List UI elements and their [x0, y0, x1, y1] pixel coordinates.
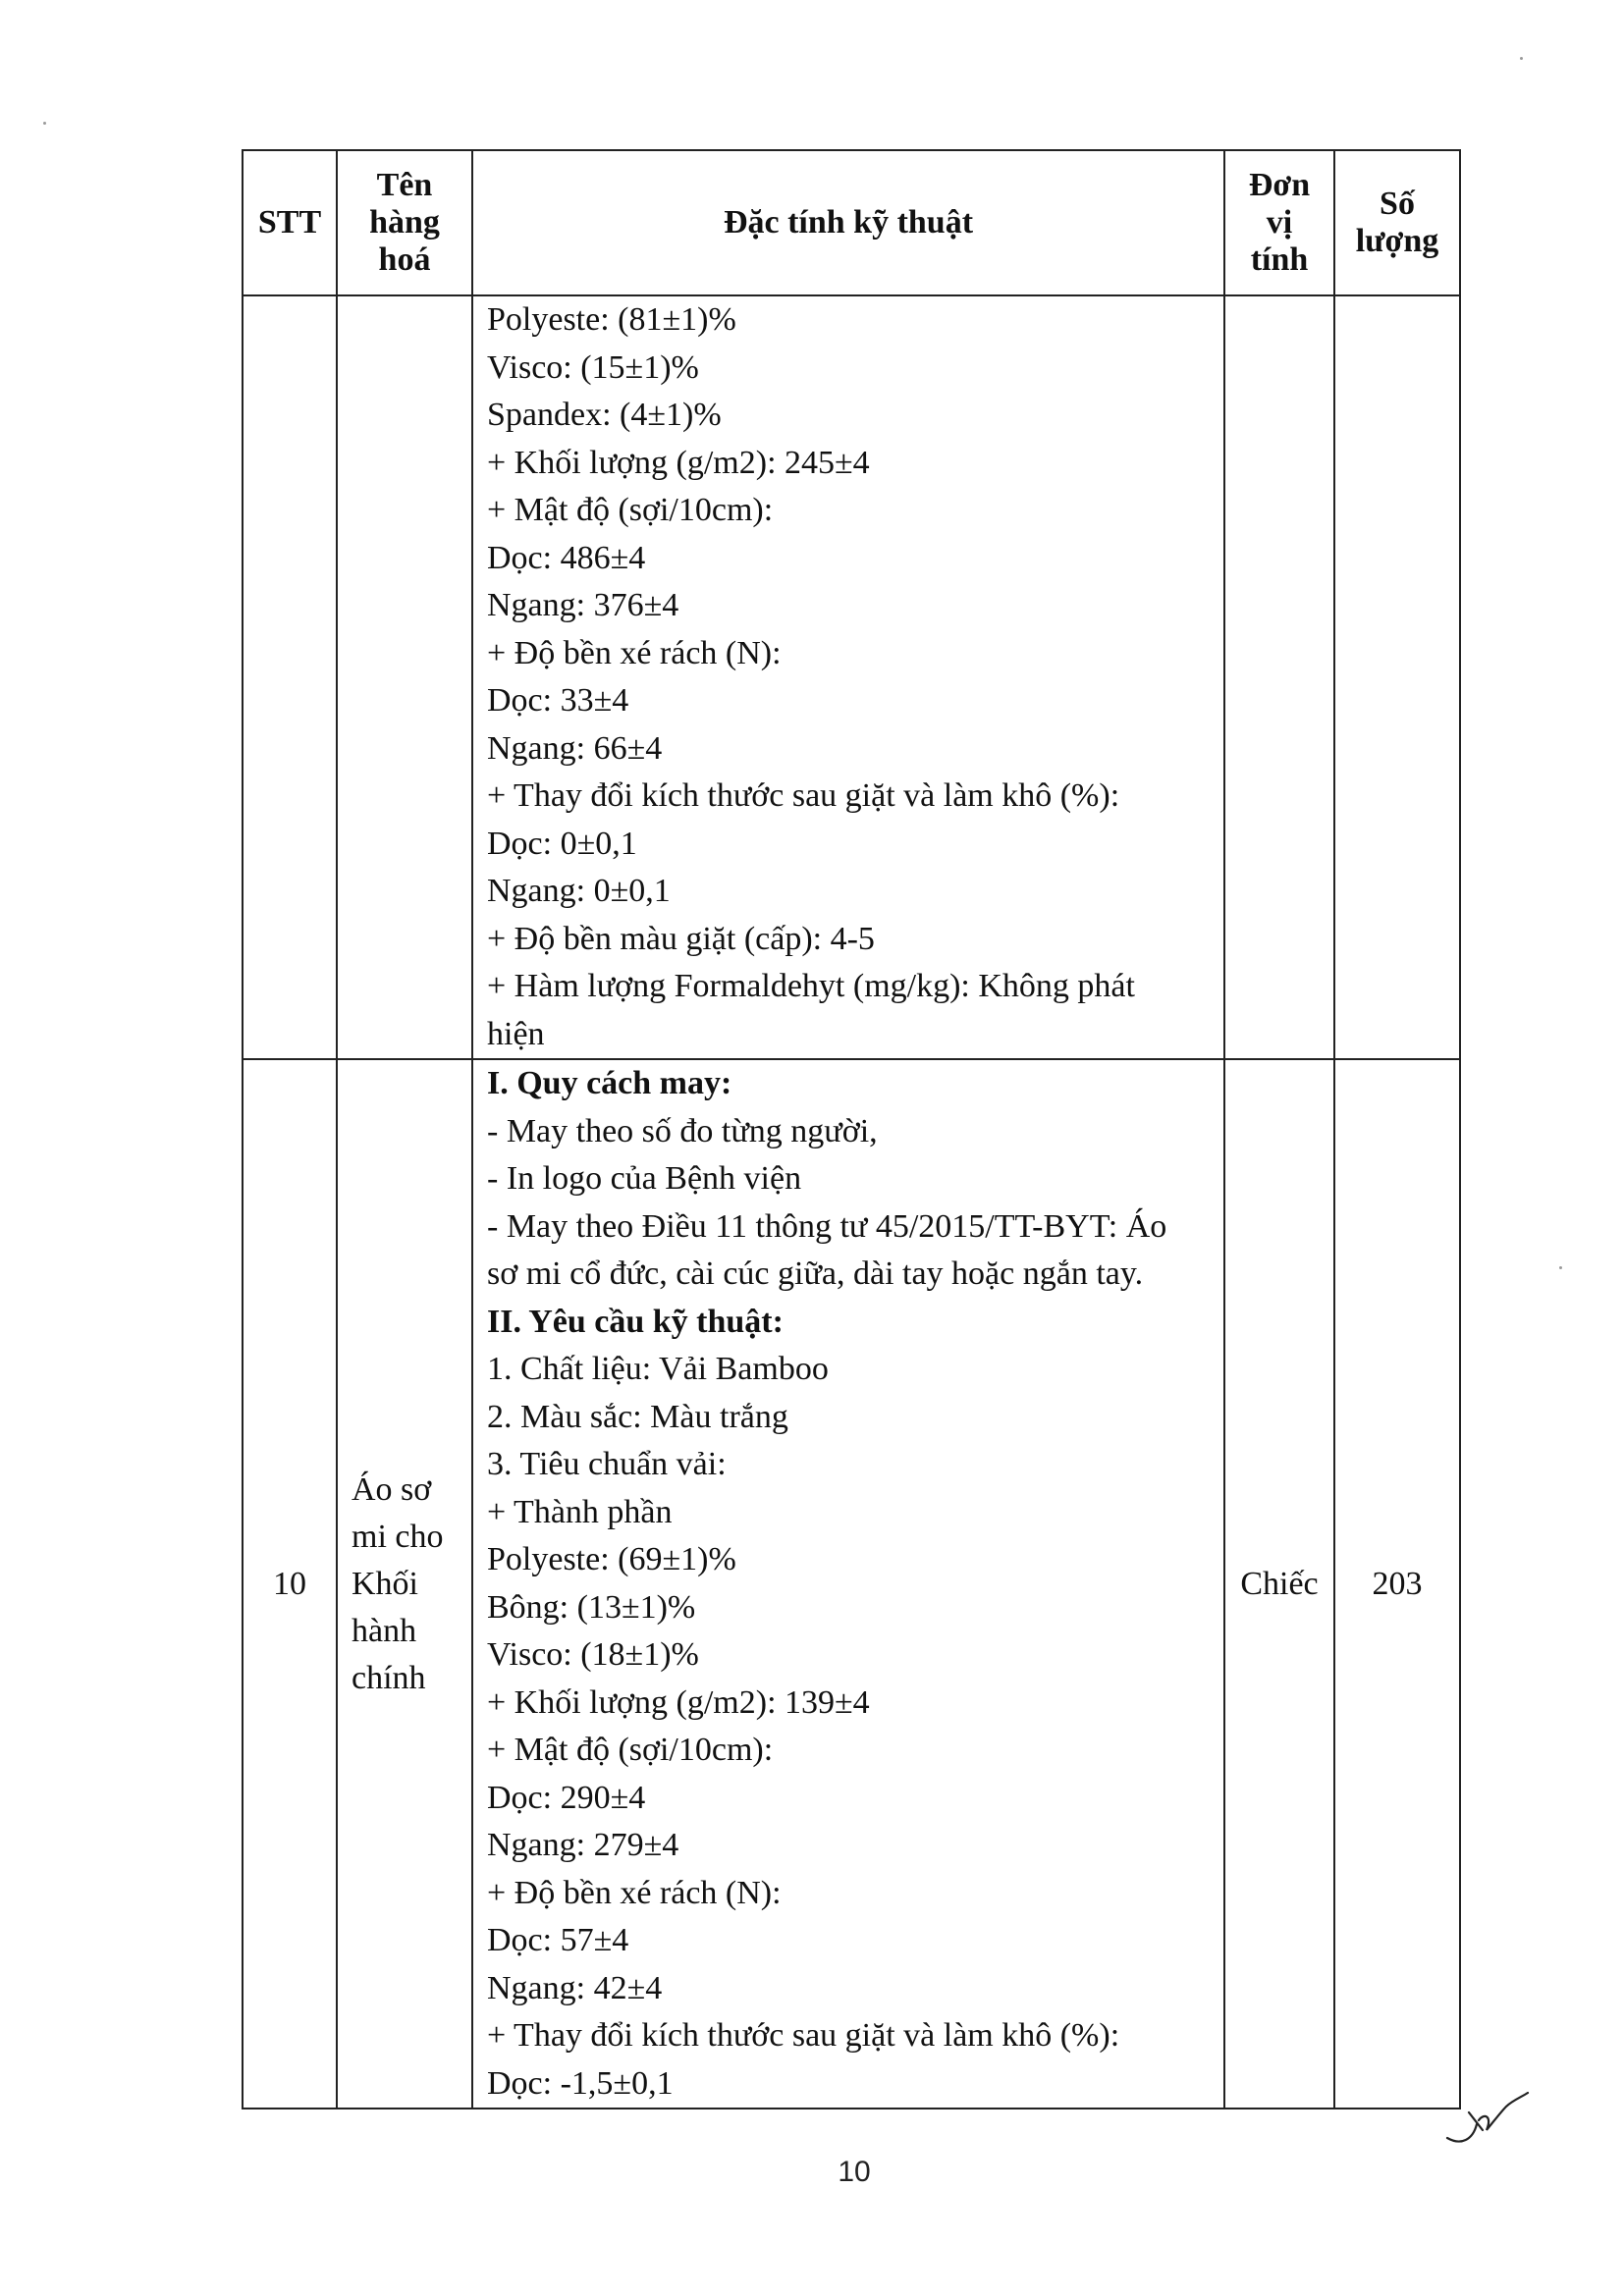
spec-line: Ngang: 42±4 — [487, 1969, 663, 2006]
spec-line: Dọc: 486±4 — [487, 539, 646, 576]
spec-line: + Thay đổi kích thước sau giặt và làm khô (%): — [487, 2017, 1120, 2054]
row-10-name-line: mi cho — [352, 1518, 444, 1555]
row-10-name-line: chính — [352, 1659, 426, 1696]
spec-line: 1. Chất liệu: Vải Bamboo — [487, 1351, 829, 1387]
spec-line: + Mật độ (sợi/10cm): — [487, 492, 774, 528]
spec-line: Dọc: 290±4 — [487, 1779, 646, 1816]
scan-speck — [1559, 1266, 1562, 1269]
spec-line: Ngang: 0±0,1 — [487, 873, 671, 909]
spec-line: + Độ bền xé rách (N): — [487, 1874, 782, 1911]
table-row-continued — [243, 295, 1460, 1059]
spec-line: Polyeste: (69±1)% — [487, 1541, 736, 1577]
header-qty-line: lượng — [1355, 223, 1439, 259]
header-unit — [1224, 150, 1334, 295]
row-10-stt: 10 — [243, 1059, 337, 2109]
spec-lines — [487, 1060, 1214, 2108]
spec-line: + Độ bền màu giặt (cấp): 4-5 — [487, 920, 875, 957]
header-spec: Đặc tính kỹ thuật — [472, 150, 1224, 295]
spec-line: - May theo Điều 11 thông tư 45/2015/TT-BYT: Áo — [487, 1207, 1167, 1245]
spec-line: Dọc: 57±4 — [487, 1922, 629, 1958]
header-unit-line: tính — [1250, 241, 1309, 278]
row-10-name-line: hành — [352, 1612, 417, 1649]
row-10-name-line: Áo sơ — [352, 1470, 432, 1508]
spec-table — [242, 149, 1461, 2109]
header-unit-line: Đơn — [1248, 167, 1311, 203]
spec-line: + Thay đổi kích thước sau giặt và làm khô (%): — [487, 777, 1120, 814]
row-10-name-line: Khối — [352, 1565, 418, 1602]
spec-line: - May theo số đo từng người, — [487, 1112, 878, 1149]
row-10-spec — [472, 1059, 1224, 2109]
scan-speck — [1520, 57, 1523, 60]
spec-line: 3. Tiêu chuẩn vải: — [487, 1446, 727, 1482]
spec-line: Spandex: (4±1)% — [487, 397, 722, 433]
header-name — [337, 150, 472, 295]
header-name-line: hàng — [369, 204, 440, 240]
row-continued-name — [337, 295, 472, 1059]
table-header-row — [243, 150, 1460, 295]
spec-line: Dọc: 0±0,1 — [487, 825, 637, 862]
spec-line: + Thành phần — [487, 1493, 673, 1530]
spec-lines — [487, 296, 1214, 1058]
row-10-unit: Chiếc — [1224, 1059, 1334, 2109]
header-name-line: Tên — [376, 167, 433, 203]
spec-line: hiện — [487, 1015, 545, 1052]
header-unit-line: vị — [1266, 204, 1293, 240]
spec-line: + Hàm lượng Formaldehyt (mg/kg): Không phát — [487, 968, 1135, 1004]
row-continued-stt — [243, 295, 337, 1059]
signature-initials — [1443, 2091, 1532, 2150]
header-qty-line: Số — [1380, 186, 1415, 222]
scan-speck — [43, 122, 46, 125]
spec-line: Polyeste: (81±1)% — [487, 301, 736, 338]
header-qty — [1334, 150, 1460, 295]
row-10-qty: 203 — [1334, 1059, 1460, 2109]
spec-line: Visco: (15±1)% — [487, 348, 699, 386]
spec-line: Visco: (18±1)% — [487, 1636, 699, 1673]
spec-line: + Độ bền xé rách (N): — [487, 634, 782, 671]
spec-line: + Khối lượng (g/m2): 245±4 — [487, 444, 870, 481]
row-10-name — [337, 1059, 472, 2109]
row-continued-qty — [1334, 295, 1460, 1059]
spec-line: Dọc: 33±4 — [487, 682, 629, 719]
spec-line: 2. Màu sắc: Màu trắng — [487, 1398, 788, 1435]
table-row-10 — [243, 1059, 1460, 2109]
header-name-line: hoá — [378, 241, 431, 278]
spec-line: + Mật độ (sợi/10cm): — [487, 1732, 774, 1768]
spec-line: II. Yêu cầu kỹ thuật: — [487, 1303, 784, 1340]
header-stt: STT — [243, 150, 337, 295]
spec-line: Dọc: -1,5±0,1 — [487, 2064, 674, 2102]
spec-line: Ngang: 66±4 — [487, 729, 663, 767]
spec-line: Ngang: 376±4 — [487, 587, 679, 623]
spec-line: Ngang: 279±4 — [487, 1827, 679, 1863]
spec-line: - In logo của Bệnh viện — [487, 1160, 802, 1197]
spec-line: + Khối lượng (g/m2): 139±4 — [487, 1683, 870, 1721]
page-number: 10 — [838, 2156, 871, 2188]
row-continued-spec — [472, 295, 1224, 1059]
spec-line: I. Quy cách may: — [487, 1065, 732, 1101]
row-continued-unit — [1224, 295, 1334, 1059]
spec-line: Bông: (13±1)% — [487, 1588, 696, 1626]
spec-line: sơ mi cổ đức, cài cúc giữa, dài tay hoặc ngắn tay. — [487, 1255, 1144, 1292]
